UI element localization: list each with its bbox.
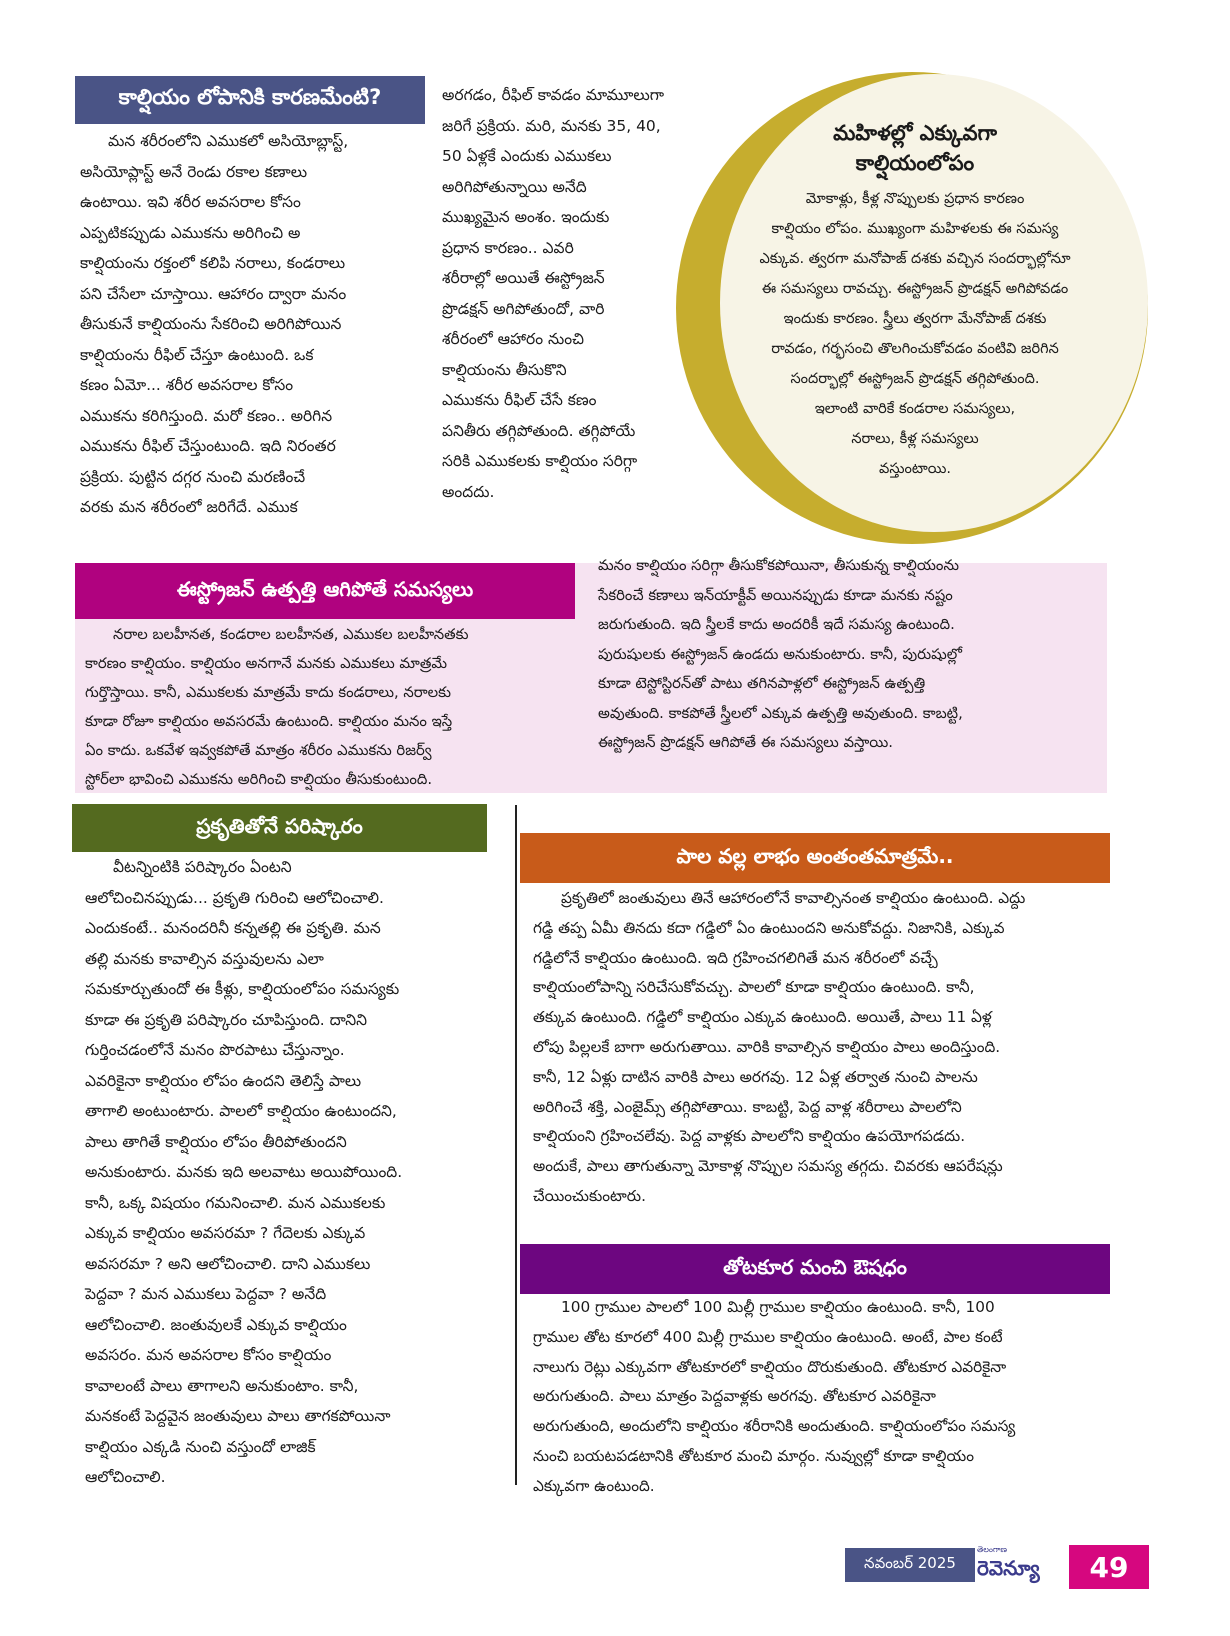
sidebar-women-calcium	[700, 118, 1130, 484]
text-line: పాలు తాగితే కాల్షియం లోపం తీరిపోతుందని	[85, 1132, 347, 1151]
text-line: ఆలోచించాలి. జంతువులకే ఎక్కువ కాల్షియం	[85, 1315, 347, 1334]
text-line: గడ్డి తప్ప ఏమీ తినదు కదా గడ్డిలో ఏం ఉంటుందని అనుకోవద్దు. నిజానికి, ఎక్కువ	[533, 918, 1005, 937]
text-line: మనం కాల్షియం సరిగ్గా తీసుకోకపోయినా, తీసుకున్న కాల్షియంను	[598, 557, 959, 574]
text-line: జరుగుతుంది. ఇది స్త్రీలకే కాదు అందరికీ ఇదే సమస్య ఉంటుంది.	[598, 616, 955, 633]
text-line: తల్లి మనకు కావాల్సిన వస్తువులను ఎలా	[85, 949, 324, 968]
text-line: ప్రక్రియ. పుట్టిన దగ్గర నుంచి మరణించే	[80, 467, 306, 486]
text-line: ఎముకను రీఫిల్ చేస్తుంటుంది. ఇది నిరంతర	[80, 437, 336, 455]
sidebar-body	[700, 184, 1130, 484]
text-line: కాల్షియంలోపాన్ని సరిచేసుకోవచ్చు. పాలలో కూడా కాల్షియం ఉంటుంది. కానీ,	[533, 978, 975, 997]
section2-column1	[85, 620, 575, 794]
sidebar-title	[700, 118, 1130, 178]
section1-column2	[442, 80, 712, 507]
section4-body	[533, 884, 1113, 1212]
footer-brand-big: రెవెన్యూ	[977, 1556, 1040, 1580]
text-line: ఇలాంటి వారికే కండరాల సమస్యలు,	[814, 401, 1016, 417]
text-line: ఇందుకు కారణం. స్త్రీలు త్వరగా మేనోపాజ్ దశకు	[783, 311, 1047, 327]
section-heading-nature-solution: ప్రకృతితోనే పరిష్కారం	[72, 804, 487, 852]
text-line: మన శరీరంలోని ఎముకలో అసియోబ్లాస్ట్,	[108, 132, 349, 150]
text-line: అరిగిపోతున్నాయి అనేది	[442, 177, 587, 196]
text-line: కాల్షియం లోపం. ముఖ్యంగా మహిళలకు ఈ సమస్య	[771, 221, 1059, 237]
text-line: అరగడం, రీఫిల్ కావడం మామూలుగా	[442, 86, 664, 104]
section5-body	[533, 1293, 1113, 1502]
text-line: గుర్తించడంలోనే మనం పొరపాటు చేస్తున్నాం.	[85, 1041, 345, 1059]
text-line: ఉంటాయి. ఇవి శరీర అవసరాల కోసం	[80, 193, 301, 211]
text-line: వీటన్నింటికి పరిష్కారం ఏంటని	[113, 858, 292, 876]
text-line: కూడా రోజూ కాల్షియం అవసరమే ఉంటుంది. కాల్షియం మనం ఇస్తే	[85, 713, 453, 730]
section-heading-amaranth-medicine: తోటకూర మంచి ఔషధం	[520, 1244, 1110, 1294]
text-line: ఎందుకంటే.. మనందరినీ కన్నతల్లి ఈ ప్రకృతి. మన	[85, 919, 381, 937]
text-line: అవసరం. మన అవసరాల కోసం కాల్షియం	[85, 1346, 332, 1364]
text-line: మహిళల్లో ఎక్కువగా	[833, 121, 997, 145]
section2-column2	[598, 551, 1108, 758]
text-line: అందదు.	[442, 482, 495, 501]
text-line: మోకాళ్లు, కీళ్ల నొప్పులకు ప్రధాన కారణం	[805, 191, 1025, 207]
text-line: తక్కువ ఉంటుంది. గడ్డిలో కాల్షియం ఎక్కువ ఉంటుంది. అయితే, పాలు 11 ఏళ్ల	[533, 1008, 992, 1027]
text-line: కావాలంటే పాలు తాగాలని అనుకుంటాం. కానీ,	[85, 1376, 359, 1395]
text-line: చేయించుకుంటారు.	[533, 1186, 646, 1205]
text-line: ప్రొడక్షన్ అగిపోతుందో, వారి	[442, 299, 605, 318]
text-line: ఎక్కువ కాల్షియం అవసరమా ? గేదెలకు ఎక్కువ	[85, 1224, 366, 1242]
text-line: పురుషులకు ఈస్ట్రోజన్ ఉండదు అనుకుంటారు. కానీ, పురుషుల్లో	[598, 645, 962, 663]
text-line: అరిగించే శక్తి, ఎంజైమ్స్ తగ్గిపోతాయి. కాబట్టి, పెద్ద వాళ్ల శరీరాలు పాలలోని	[533, 1097, 962, 1116]
section-heading-milk-benefit: పాల వల్ల లాభం అంతంతమాత్రమే..	[520, 833, 1110, 883]
section3-body	[85, 852, 485, 1493]
text-line: ఎక్కువగా ఉంటుంది.	[533, 1476, 655, 1495]
text-line: అరుగుతుంది, అందులోని కాల్షియం శరీరానికి అందుతుంది. కాల్షియంలోపం సమస్య	[533, 1417, 1016, 1436]
page-number: 49	[1069, 1545, 1149, 1589]
text-line: సేకరించే కణాలు ఇన్‌యాక్టీవ్ అయినప్పుడు కూడా మనకు నష్టం	[598, 586, 953, 604]
text-line: ఎక్కువ. త్వరగా మనోపాజ్ దశకు వచ్చిన సందర్భాల్లోనూ	[759, 251, 1071, 267]
footer-magazine-logo	[977, 1545, 1065, 1581]
text-line: అరుగుతుంది. పాలు మాత్రం పెద్దవాళ్లకు అరగవు. తోటకూర ఎవరికైనా	[533, 1387, 936, 1406]
text-line: రావడం, గర్భసంచి తొలగించుకోవడం వంటివి జరిగిన	[771, 341, 1059, 357]
text-line: ఏం కాదు. ఒకవేళ ఇవ్వకపోతే మాత్రం శరీరం ఎముకను రిజర్వ్	[85, 742, 432, 759]
text-line: ఆలోచించినప్పుడు... ప్రకృతి గురించి ఆలోచించాలి.	[85, 888, 384, 907]
text-line: అవుతుంది. కాకపోతే స్త్రీలలో ఎక్కువ ఉత్పత్తి అవుతుంది. కాబట్టి,	[598, 704, 963, 722]
text-line: ఎవరికైనా కాల్షియం లోపం ఉందని తెలిస్తే పాలు	[85, 1071, 362, 1090]
text-line: కాల్షియంని గ్రహించలేవు. పెద్ద వాళ్లకు పాలలోని కాల్షియం ఉపయోగపడదు.	[533, 1127, 966, 1146]
text-line: కాల్షియంను రక్తంలో కలిపి నరాలు, కండరాలు	[80, 254, 346, 272]
text-line: ఆలోచించాలి.	[85, 1468, 166, 1486]
text-line: గ్రాముల తోట కూరలో 400 మిల్లీ గ్రాముల కాల్షియం ఉంటుంది. అంటే, పాల కంటే	[533, 1327, 1003, 1346]
text-line: ముఖ్యమైన అంశం. ఇందుకు	[442, 208, 610, 226]
text-line: కణం ఏమో... శరీర అవసరాల కోసం	[80, 376, 294, 394]
text-line: అనుకుంటారు. మనకు ఇది అలవాటు అయిపోయింది.	[85, 1163, 403, 1181]
text-line: ఎముకను రీఫిల్ చేసే కణం	[442, 391, 597, 409]
text-line: నుంచి బయటపడటానికి తోటకూర మంచి మార్గం. నువ్వుల్లో కూడా కాల్షియం	[533, 1446, 974, 1465]
text-line: కానీ, ఒక్క విషయం గమనించాలి. మన ఎముకలకు	[85, 1193, 386, 1212]
text-line: ప్రధాన కారణం.. ఎవరి	[442, 238, 574, 257]
section-heading-estrogen-problems: ఈస్ట్రోజన్ ఉత్పత్తి ఆగిపోతే సమస్యలు	[75, 563, 575, 619]
text-line: అందుకే, పాలు తాగుతున్నా మోకాళ్ల నొప్పుల సమస్య తగ్గదు. చివరకు ఆపరేషన్లు	[533, 1157, 1003, 1176]
text-line: జరిగే ప్రక్రియ. మరి, మనకు 35, 40,	[442, 116, 661, 135]
text-line: నరాల బలహీనత, కండరాల బలహీనత, ఎముకల బలహీనతకు	[113, 626, 469, 643]
text-line: వరకు మన శరీరంలో జరిగేదే. ఎముక	[80, 498, 298, 516]
text-line: తీసుకునే కాల్షియంను సేకరించి అరిగిపోయిన	[80, 315, 342, 333]
text-line: సందర్భాల్లో ఈస్ట్రోజన్ ప్రొడక్షన్ తగ్గిపోతుంది.	[790, 371, 1040, 387]
text-line: అసియోప్లాస్ట్ అనే రెండు రకాల కణాలు	[80, 162, 308, 181]
text-line: పెద్దవా ? మన ఎముకలు పెద్దవా ? అనేది	[85, 1285, 327, 1303]
text-line: శరీరాల్లో అయితే ఈస్ట్రోజన్	[442, 269, 605, 287]
footer-issue-date: నవంబర్ 2025	[845, 1548, 975, 1582]
text-line: పని చేసేలా చూస్తాయి. ఆహారం ద్వారా మనం	[80, 284, 347, 303]
text-line: గడ్డిలోనే కాల్షియం ఉంటుంది. ఇది గ్రహించగలిగితే మన శరీరంలో వచ్చే	[533, 948, 938, 967]
text-line: కారణం కాల్షియం. కాల్షియం అనగానే మనకు ఎముకలు మాత్రమే	[85, 655, 447, 672]
text-line: ఎముకను కరిగిస్తుంది. మరో కణం.. అరిగిన	[80, 406, 333, 425]
text-line: కాల్షియంలోపం	[855, 151, 975, 175]
text-line: కాల్షియంను తీసుకొని	[442, 360, 567, 379]
text-line: లోపు పిల్లలకే బాగా అరుగుతాయి. వారికి కావాల్సిన కాల్షియం పాలు అందిస్తుంది.	[533, 1037, 1001, 1056]
text-line: మనకంటే పెద్దవైన జంతువులు పాలు తాగకపోయినా	[85, 1407, 391, 1425]
text-line: అవసరమా ? అని ఆలోచించాలి. దాని ఎముకలు	[85, 1254, 371, 1273]
text-line: 50 ఏళ్లకే ఎందుకు ఎముకలు	[442, 147, 612, 165]
text-line: కూడా టెస్టోస్టిరన్‌తో పాటు తగినపాళ్లలో ఈస్ట్రోజన్ ఉత్పత్తి	[598, 675, 926, 692]
text-line: ఈ సమస్యలు రావచ్చు. ఈస్ట్రోజన్ ప్రొడక్షన్ అగిపోవడం	[761, 281, 1069, 297]
text-line: సరికి ఎముకలకు కాల్షియం సరిగ్గా	[442, 452, 638, 470]
text-line: కూడా ఈ ప్రకృతి పరిష్కారం చూపిస్తుంది. దానిని	[85, 1010, 368, 1029]
text-line: పనితీరు తగ్గిపోతుంది. తగ్గిపోయే	[442, 421, 636, 440]
text-line: స్టోర్‌లా భావించి ఎముకను అరిగించి కాల్షియం తీసుకుంటుంది.	[85, 771, 433, 788]
text-line: 100 గ్రాముల పాలలో 100 మిల్లీ గ్రాముల కాల్షియం ఉంటుంది. కానీ, 100	[561, 1298, 995, 1316]
text-line: ఎప్పటికప్పుడు ఎముకను అరిగించి అ	[80, 223, 301, 242]
text-line: గుర్తొస్తాయి. కానీ, ఎముకలకు మాత్రమే కాదు కండరాలు, నరాలకు	[85, 684, 451, 701]
text-line: ప్రకృతిలో జంతువులు తినే ఆహారంలోనే కావాల్సినంత కాల్షియం ఉంటుంది. ఎద్దు	[561, 889, 1026, 907]
text-line: కాల్షియం ఎక్కడి నుంచి వస్తుందో లాజిక్	[85, 1437, 316, 1456]
text-line: నరాలు, కీళ్ల సమస్యలు	[851, 431, 979, 447]
text-line: ఈస్ట్రోజన్ ప్రొడక్షన్ ఆగిపోతే ఈ సమస్యలు వస్తాయి.	[598, 734, 894, 751]
text-line: తాగాలి అంటుంటారు. పాలలో కాల్షియం ఉంటుందని,	[85, 1102, 397, 1120]
text-line: కానీ, 12 ఏళ్లు దాటిన వారికి పాలు అరగవు. 12 ఏళ్ల తర్వాత నుంచి పాలను	[533, 1067, 978, 1086]
section-heading-calcium-deficiency-cause: కాల్షియం లోపానికి కారణమేంటి?	[75, 76, 425, 124]
text-line: కాల్షియంను రీఫిల్ చేస్తూ ఉంటుంది. ఒక	[80, 345, 314, 364]
footer-brand-small: తెలంగాణ	[977, 1545, 1007, 1554]
text-line: వస్తుంటాయి.	[879, 461, 951, 477]
text-line: సమకూర్చుతుందో ఈ కీళ్లు, కాల్షియంలోపం సమస్యకు	[85, 980, 400, 998]
section1-column1	[80, 126, 425, 523]
text-line: నాలుగు రెట్లు ఎక్కువగా తోటకూరలో కాల్షియం దొరుకుతుంది. తోటకూర ఎవరికైనా	[533, 1357, 1007, 1376]
column-divider	[515, 805, 517, 1485]
text-line: శరీరంలో ఆహారం నుంచి	[442, 330, 584, 348]
